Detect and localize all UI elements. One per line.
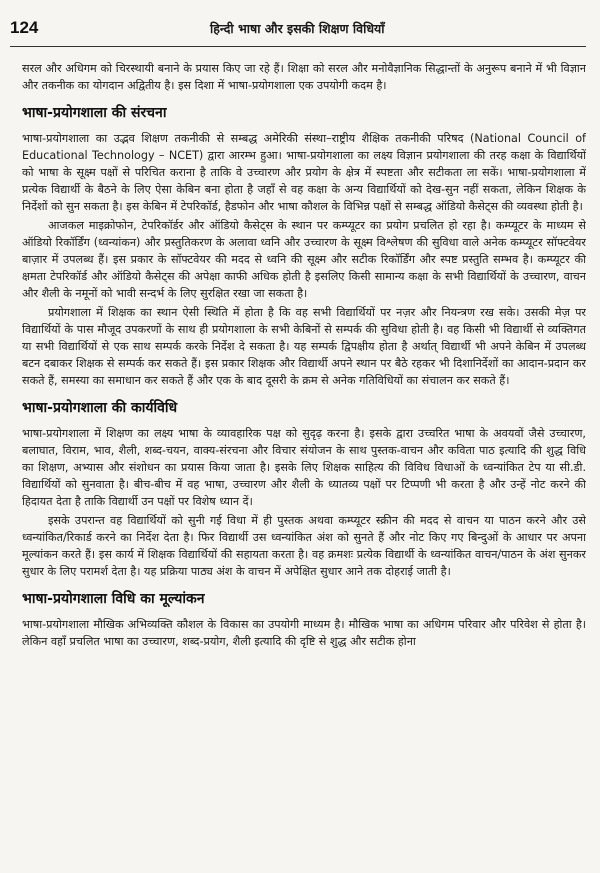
running-title: हिन्दी भाषा और इसकी शिक्षण विधियाँ bbox=[210, 21, 385, 36]
page-body bbox=[22, 60, 586, 869]
section-heading-evaluation: भाषा-प्रयोगशाला विधि का मूल्यांकन bbox=[22, 591, 205, 607]
structure-paragraph-1: भाषा-प्रयोगशाला का उद्भव शिक्षण तकनीकी से सम्बद्ध अमेरिकी संस्था–राष्ट्रीय शैक्षिक तकनीकी परिषद (National Council of Educational Technology – NCET) द्वारा आरम्भ हुआ। भाषा-प्रयोगशाला का लक्ष्य विज्ञान प्रयोगशाला की तरह कक्षा के विद्यार्थियों को भाषा के सूक्ष्म पक्षों से परिचित कराना है ताकि वे उच्चारण और प्रयोग के क्षेत्र में स्पष्टता और सटीकता ला सकें। भाषा-प्रयोगशाला में प्रत्येक विद्यार्थी के बैठने के लिए ऐसा केबिन बना होता है जहाँ से वह कक्षा के अन्य विद्यार्थियों को देख-सुन नहीं सकता, लेकिन शिक्षक के निर्देशों को सुन सकता है। इस केबिन में टेपरिकॉर्ड, हैडफोन और भाषा कौशल के विभिन्न पक्षों से सम्बद्ध ऑडियो कैसेट्स की व्यवस्था होती है। bbox=[22, 132, 586, 213]
section-heading-method: भाषा-प्रयोगशाला की कार्यविधि bbox=[22, 400, 178, 416]
method-paragraph-1: भाषा-प्रयोगशाला में शिक्षण का लक्ष्य भाषा के व्यावहारिक पक्ष को सुदृढ़ करना है। इसके द्वारा उच्चरित भाषा के अवयवों जैसे उच्चारण, बलाघात, विराम, भाव, शैली, शब्द-चयन, वाक्य-संरचना और विचार संयोजन के साथ पुस्तक-वाचन और कविता पाठ इत्यादि की शुद्ध विधि का शिक्षण, अभ्यास और संशोधन का प्रयास किया जाता है। इसके लिए शिक्षक साहित्य की विविध विधाओं के ध्वन्यांकित टेप या सी.डी. विद्यार्थियों को सुनवाता है। बीच-बीच में वह भाषा, उच्चारण और शैली के ध्यातव्य पक्षों पर टिप्पणी भी करता है और उन्हें नोट करने की हिदायत देता है ताकि विद्यार्थी उन पक्षों पर विशेष ध्यान दें। bbox=[22, 427, 586, 508]
method-paragraph-2: इसके उपरान्त वह विद्यार्थियों को सुनी गई विधा में ही पुस्तक अथवा कम्प्यूटर स्क्रीन की मदद से वाचन या पाठन करने और उसे ध्वन्यांकित/रिकार्ड करने का निर्देश देता है। फिर विद्यार्थी उस ध्वन्यांकित अंश को सुनते हैं और नोट किए गए बिन्दुओं के आधार पर अपना मूल्यांकन करते हैं। इस कार्य में शिक्षक विद्यार्थियों की सहायता करता है। वह क्रमशः प्रत्येक विद्यार्थी के ध्वन्यांकित वाचन/पाठन के अंश सुनकर सुधार के लिए परामर्श देता है। यह प्रक्रिया पाठ्य अंश के वाचन में अपेक्षित सुधार आने तक दोहराई जाती है। bbox=[22, 514, 586, 578]
structure-paragraph-2: आजकल माइक्रोफोन, टेपरिकॉर्डर और ऑडियो कैसेट्स के स्थान पर कम्प्यूटर का प्रयोग प्रचलित हो रहा है। कम्प्यूटर के माध्यम से ऑडियो रिकॉर्डिंग (ध्वन्यांकन) और प्रस्तुतिकरण के अलावा ध्वनि और उच्चारण के सूक्ष्म विश्लेषण की सुविधा वाले अनेक कम्प्यूटर सॉफ्टवेयर बाज़ार में उपलब्ध हैं। इस प्रकार के सॉफ्टवेयर की मदद से ध्वनि की सूक्ष्म और सटीक रिकॉर्डिंग और स्पष्ट प्रस्तुति सम्भव है। कम्प्यूटर की क्षमता टेपरिकॉर्ड और ऑडियो कैसेट्स की अपेक्षा काफी अधिक होती है इसलिए किसी सामान्य कक्षा के सभी विद्यार्थियों के उच्चारण, वाचन और शैली के नमूनों को भावी सन्दर्भ के लिए सुरक्षित रखा जा सकता है। bbox=[22, 219, 586, 300]
intro-paragraph: सरल और अधिगम को चिरस्थायी बनाने के प्रयास किए जा रहे हैं। शिक्षा को सरल और मनोवैज्ञानिक सिद्धान्तों के अनुरूप बनाने में भी विज्ञान और तकनीक का योगदान अद्वितीय है। इस दिशा में भाषा-प्रयोगशाला एक उपयोगी कदम है। bbox=[22, 62, 586, 92]
page-header bbox=[10, 16, 586, 47]
evaluation-paragraph-1: भाषा-प्रयोगशाला मौखिक अभिव्यक्ति कौशल के विकास का उपयोगी माध्यम है। मौखिक भाषा का अधिगम परिवार और परिवेश से होता है। लेकिन वहाँ प्रचलित भाषा का उच्चारण, शब्द-प्रयोग, शैली इत्यादि की दृष्टि से शुद्ध और सटीक होना bbox=[22, 618, 586, 648]
structure-paragraph-3: प्रयोगशाला में शिक्षक का स्थान ऐसी स्थिति में होता है कि वह सभी विद्यार्थियों पर नज़र और नियन्त्रण रख सके। उसकी मेज़ पर विद्यार्थियों के पास मौजूद उपकरणों के साथ ही प्रयोगशाला के सभी केबिनों से सम्पर्क की सुविधा होती है। वह किसी भी विद्यार्थी से व्यक्तिगत या सभी विद्यार्थियों से एक साथ सम्पर्क करके निर्देश दे सकता है। यह सम्पर्क द्विपक्षीय होता है अर्थात् विद्यार्थी भी अपने केबिन में उपलब्ध बटन दबाकर शिक्षक से सम्पर्क कर सकते हैं। इस प्रकार शिक्षक और विद्यार्थी अपने स्थान पर बैठे रहकर भी दिशानिर्देशों का आदान-प्रदान कर सकते हैं, समस्या का समाधान कर सकते हैं और एक के बाद दूसरी के क्रम से अनेक गतिविधियों का संचालन कर सकते हैं। bbox=[22, 306, 586, 387]
page-number: 124 bbox=[10, 18, 39, 37]
section-heading-structure: भाषा-प्रयोगशाला की संरचना bbox=[22, 105, 167, 121]
